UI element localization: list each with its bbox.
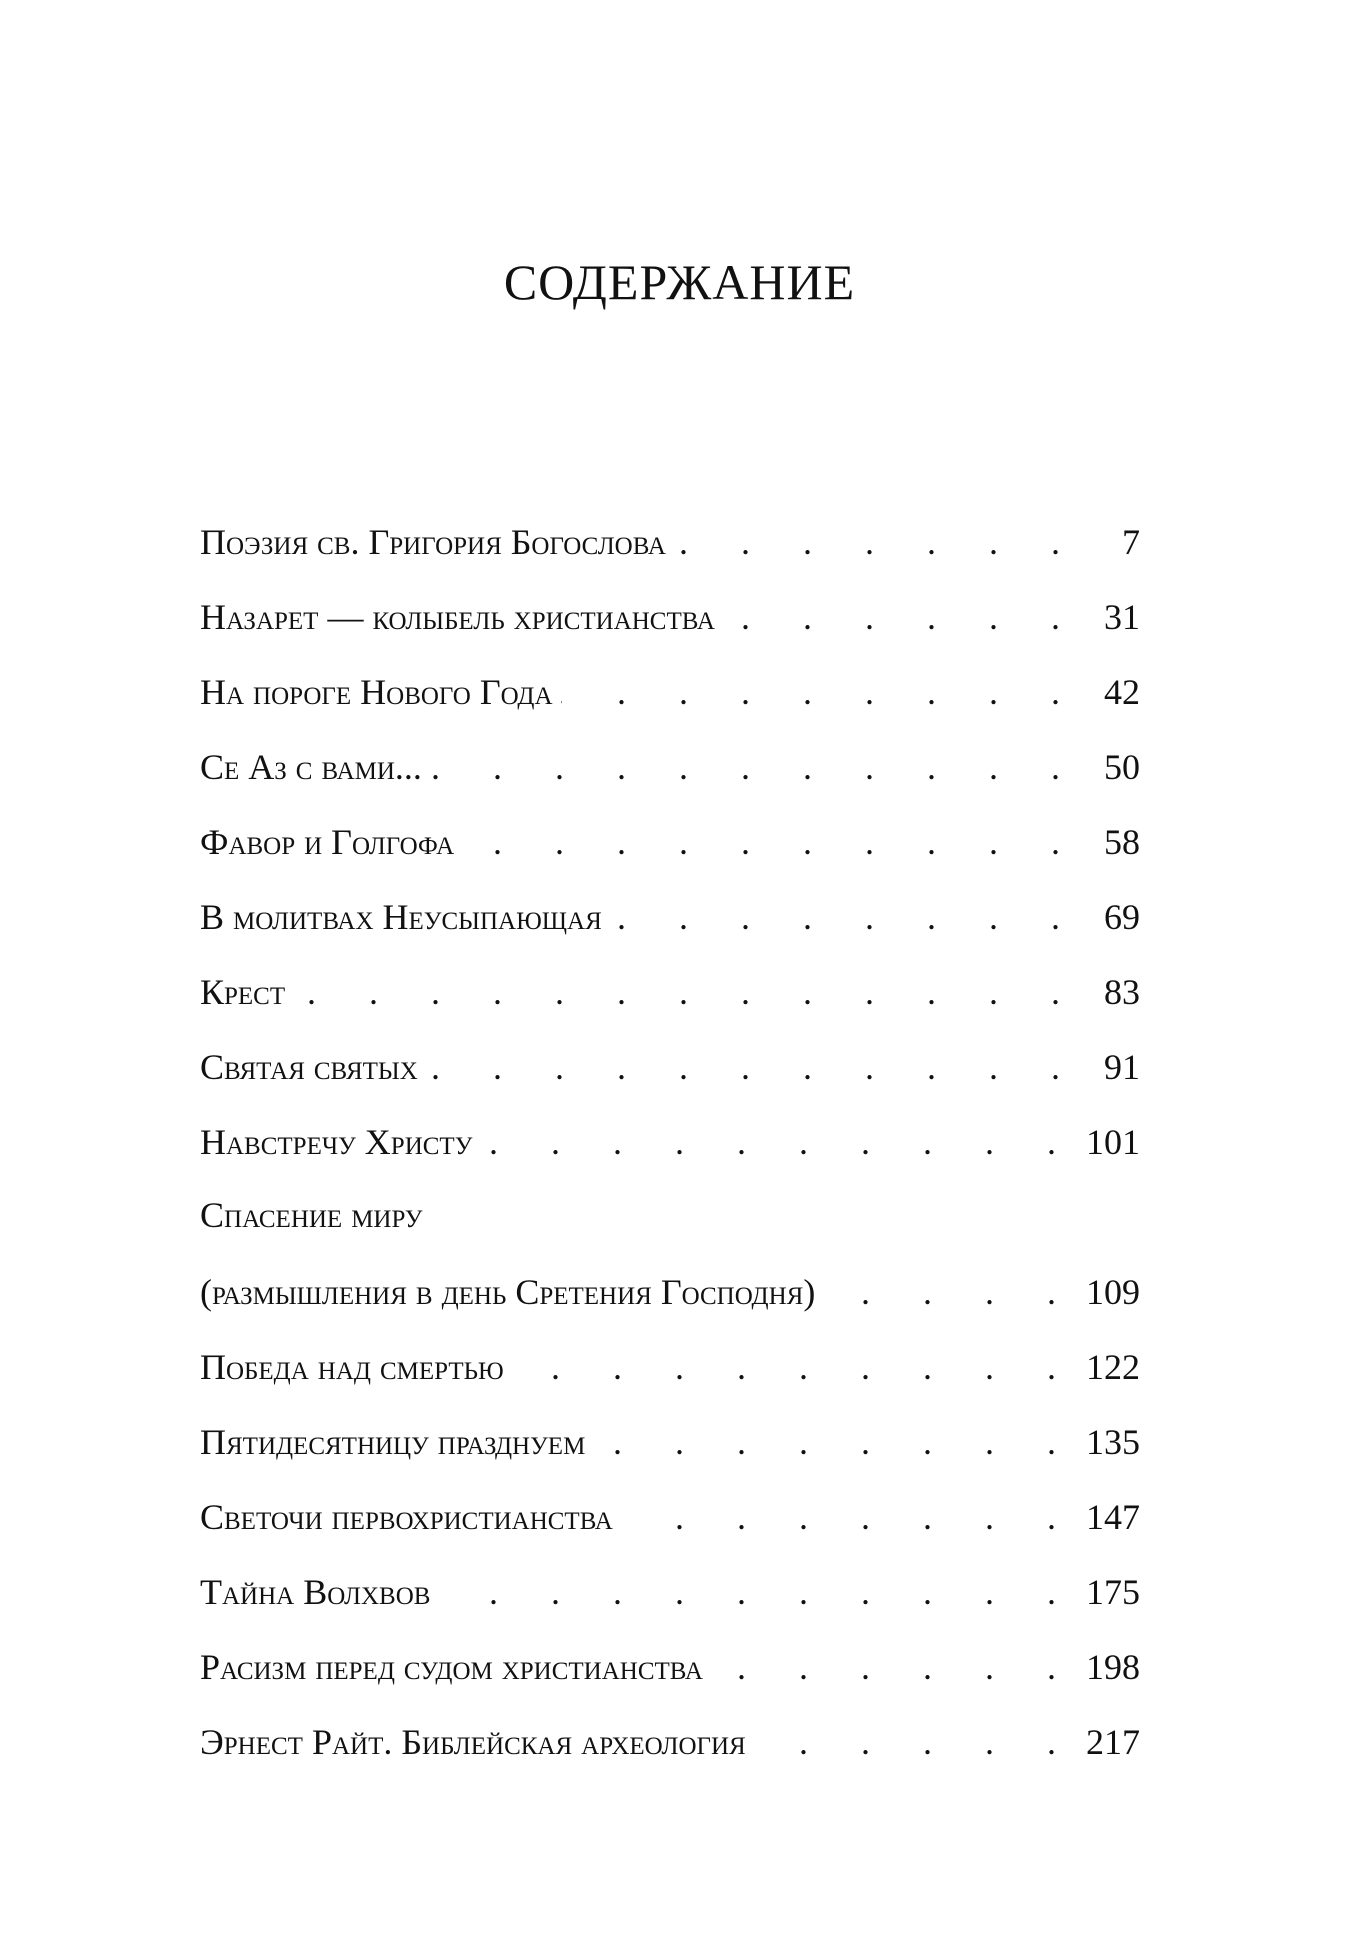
toc-page-number: 217: [1086, 1722, 1140, 1762]
toc-page-number: 58: [1104, 822, 1140, 862]
toc-entry: [200, 1705, 1140, 1780]
toc-page-number: 122: [1086, 1347, 1140, 1387]
toc-entry-title: Спасение миру: [200, 1195, 423, 1235]
toc-entry: [200, 1555, 1140, 1630]
toc-entry: [200, 655, 1140, 730]
toc-page-number: 147: [1086, 1497, 1140, 1537]
toc-entry: [200, 1405, 1140, 1480]
toc-entry: [200, 1180, 1140, 1330]
dot-leader: [561, 655, 1082, 730]
dot-leader: [674, 505, 1082, 580]
toc-entry-title: На пороге Нового Года: [200, 672, 553, 712]
toc-entry-subtitle: (размышления в день Сретения Господня): [200, 1272, 816, 1312]
toc-entry-title: Светочи первохристианства: [200, 1497, 613, 1537]
toc-page-number: 83: [1104, 972, 1140, 1012]
toc-entry-title: В молитвах Неусыпающая: [200, 897, 602, 937]
toc-page-number: 7: [1122, 522, 1140, 562]
toc-page-number: 198: [1086, 1647, 1140, 1687]
dot-leader: [462, 805, 1082, 880]
toc-page-number: 91: [1104, 1047, 1140, 1087]
toc-entry: [200, 580, 1140, 655]
toc-entry: [200, 805, 1140, 880]
toc-page-number: 31: [1104, 597, 1140, 637]
toc-page-number: 101: [1086, 1122, 1140, 1162]
toc-entry-title: Расизм перед судом христианства: [200, 1647, 703, 1687]
toc-entry-title: Фавор и Голгофа: [200, 822, 455, 862]
dot-leader: [823, 1255, 1078, 1330]
toc-entry: [200, 505, 1140, 580]
dot-leader: [621, 1480, 1078, 1555]
toc-page-number: 69: [1104, 897, 1140, 937]
toc-page-number: 109: [1086, 1272, 1140, 1312]
toc-entry: [200, 1330, 1140, 1405]
toc-entry: [200, 1105, 1140, 1180]
dot-leader: [512, 1330, 1078, 1405]
table-of-contents: [200, 505, 1140, 1780]
dot-leader: [426, 1030, 1082, 1105]
toc-entry-title: Навстречу Христу: [200, 1122, 473, 1162]
toc-entry-title: Святая святых: [200, 1047, 418, 1087]
toc-page-number: 135: [1086, 1422, 1140, 1462]
dot-leader: [610, 880, 1082, 955]
dot-leader: [293, 955, 1082, 1030]
toc-entry-title: Поэзия св. Григория Богослова: [200, 522, 666, 562]
toc-entry-title: Тайна Волхвов: [200, 1572, 431, 1612]
toc-entry-title: Се Аз с вами...: [200, 747, 422, 787]
dot-leader: [438, 1555, 1078, 1630]
toc-entry-title: Назарет — колыбель христианства: [200, 597, 715, 637]
toc-page-number: 50: [1104, 747, 1140, 787]
dot-leader: [430, 730, 1082, 805]
toc-entry: [200, 1630, 1140, 1705]
toc-entry: [200, 955, 1140, 1030]
toc-page-number: 175: [1086, 1572, 1140, 1612]
toc-entry: [200, 730, 1140, 805]
toc-entry: [200, 880, 1140, 955]
dot-leader: [723, 580, 1082, 655]
dot-leader: [480, 1105, 1078, 1180]
toc-entry-title: Эрнест Райт. Библейская археология: [200, 1722, 746, 1762]
toc-entry-title: Победа над смертью: [200, 1347, 504, 1387]
dot-leader: [593, 1405, 1078, 1480]
page-title: СОДЕРЖАНИЕ: [503, 254, 856, 310]
dot-leader: [711, 1630, 1078, 1705]
toc-entry-title: Пятидесятницу празднуем: [200, 1422, 586, 1462]
toc-entry-title: Крест: [200, 972, 286, 1012]
toc-entry: [200, 1480, 1140, 1555]
toc-page-number: 42: [1104, 672, 1140, 712]
toc-entry: [200, 1030, 1140, 1105]
dot-leader: [754, 1705, 1078, 1780]
